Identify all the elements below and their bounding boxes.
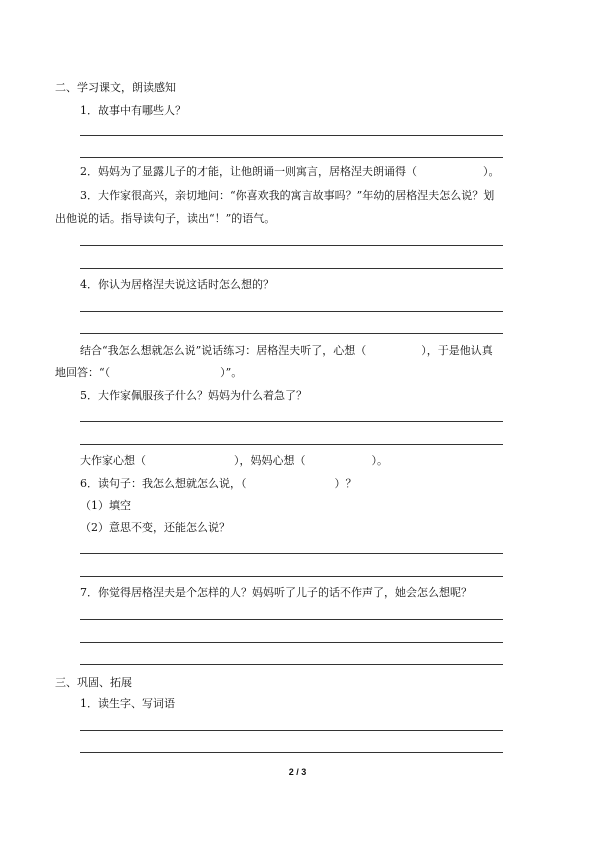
answer-line: [80, 245, 503, 246]
section-2-heading: 二、学习课文，朗读感知: [55, 81, 176, 94]
answer-line: [80, 421, 503, 422]
section-3-heading: 三、巩固、拓展: [55, 676, 132, 689]
question-7: 7．你觉得居格涅夫是个怎样的人？妈妈听了儿子的话不作声了，她会怎么想呢？: [80, 586, 472, 599]
speaking-practice-line-2: 地回答：“（ ）”。: [55, 366, 243, 379]
question-1: 1．故事中有哪些人？: [80, 104, 186, 117]
question-6-sub-2: （2）意思不变，还能怎么说？: [80, 521, 230, 534]
answer-line: [80, 664, 503, 665]
answer-line: [80, 444, 503, 445]
answer-line: [80, 752, 503, 753]
page-number: 2 / 3: [288, 767, 307, 777]
answer-line: [80, 619, 503, 620]
answer-line: [80, 311, 503, 312]
answer-line: [80, 642, 503, 643]
question-6: 6．读句子：我怎么想就怎么说，（ ）？: [80, 477, 357, 490]
speaking-practice-line-1: 结合“我怎么想就怎么说”说话练习：居格涅夫听了，心想（ ），于是他认真: [80, 344, 493, 357]
section-3-question-1: 1．读生字、写词语: [80, 697, 175, 710]
question-5: 5．大作家佩服孩子什么？妈妈为什么着急了？: [80, 389, 307, 402]
question-2: 2．妈妈为了显露儿子的才能，让他朗诵一则寓言，居格涅夫朗诵得（ ）。: [80, 165, 500, 178]
answer-line: [80, 135, 503, 136]
question-6-sub-1: （1）填空: [80, 499, 131, 512]
question-5-fill: 大作家心想（ ），妈妈心想（ ）。: [80, 454, 388, 467]
answer-line: [80, 730, 503, 731]
answer-line: [80, 576, 503, 577]
answer-line: [80, 268, 503, 269]
question-3-line-2: 出他说的话。指导读句子，读出“！”的语气。: [55, 212, 276, 225]
answer-line: [80, 553, 503, 554]
question-3-line-1: 3．大作家很高兴，亲切地问：“你喜欢我的寓言故事吗？”年幼的居格涅夫怎么说？划: [80, 189, 495, 202]
question-4: 4．你认为居格涅夫说这话时怎么想的？: [80, 278, 274, 291]
answer-line: [80, 157, 503, 158]
answer-line: [80, 333, 503, 334]
